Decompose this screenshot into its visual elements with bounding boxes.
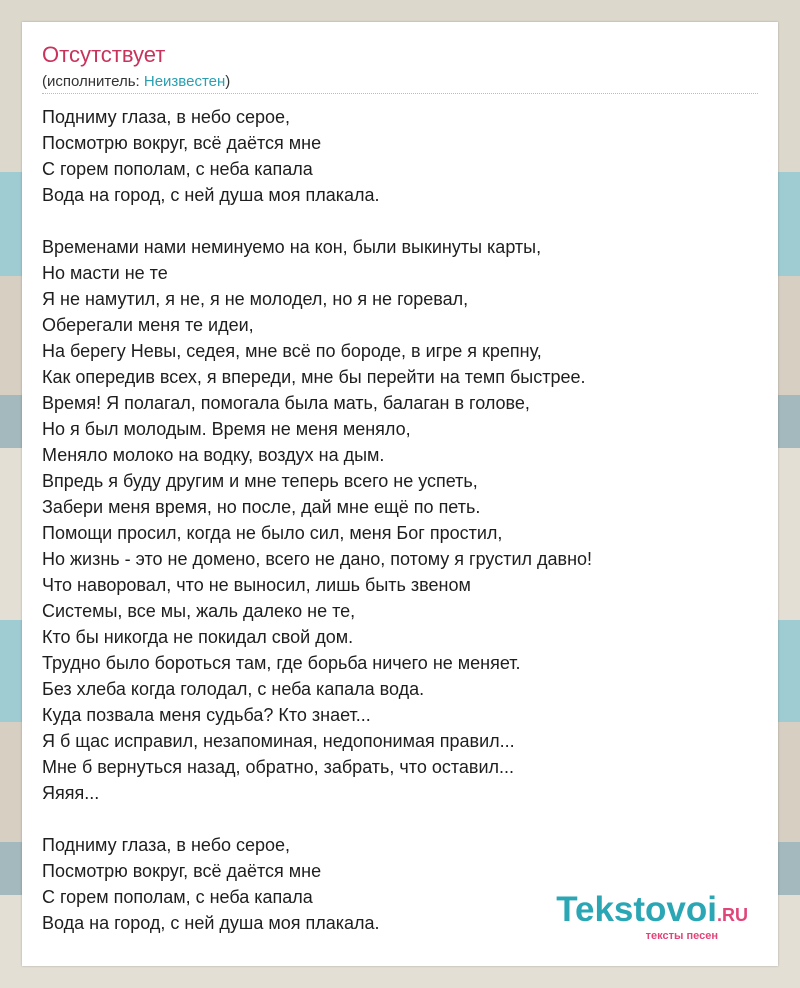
lyric-line: Системы, все мы, жаль далеко не те, [42, 601, 356, 621]
lyric-line: Но масти не те [42, 263, 168, 283]
artist-suffix: ) [225, 73, 231, 90]
logo-name: Tekstovoi [556, 890, 717, 929]
lyric-line: Впредь я буду другим и мне теперь всего не успеть, [42, 471, 478, 491]
stanza-break [42, 208, 758, 234]
lyric-line: С горем пополам, с неба капала [42, 159, 313, 179]
lyrics-card [22, 22, 778, 966]
lyric-line: Меняло молоко на водку, воздух на дым. [42, 445, 385, 465]
artist-prefix: (исполнитель: [42, 73, 144, 90]
lyric-line: Что наворовал, что не выносил, лишь быть звеном [42, 575, 471, 595]
lyric-line: Помощи просил, когда не было сил, меня Бог простил, [42, 523, 503, 543]
lyric-line: Трудно было бороться там, где борьба ничего не меняет. [42, 653, 521, 673]
lyric-line: Как опередив всех, я впереди, мне бы перейти на темп быстрее. [42, 367, 586, 387]
lyric-line: Посмотрю вокруг, всё даётся мне [42, 861, 322, 881]
lyric-line: Вода на город, с ней душа моя плакала. [42, 913, 380, 933]
logo-tagline: тексты песен [645, 930, 718, 942]
lyric-line: Оберегали меня те идеи, [42, 315, 254, 335]
lyric-line: Подниму глаза, в небо серое, [42, 107, 291, 127]
title-divider [42, 93, 758, 94]
lyric-line: Посмотрю вокруг, всё даётся мне [42, 133, 322, 153]
song-title: Отсутствует [42, 42, 166, 67]
lyric-line: Кто бы никогда не покидал свой дом. [42, 627, 354, 647]
stanza-break [42, 806, 758, 832]
site-logo[interactable] [556, 892, 748, 942]
lyric-line: Вода на город, с ней душа моя плакала. [42, 185, 380, 205]
lyric-line: Время! Я полагал, помогала была мать, балаган в голове, [42, 393, 530, 413]
lyric-line: Я не намутил, я не, я не молодел, но я не горевал, [42, 289, 469, 309]
lyric-line: Я б щас исправил, незапоминая, недопонимая правил... [42, 731, 515, 751]
lyric-line: Без хлеба когда голодал, с неба капала вода. [42, 679, 425, 699]
lyric-line: Временами нами неминуемо на кон, были выкинуты карты, [42, 237, 542, 257]
lyric-line: Подниму глаза, в небо серое, [42, 835, 291, 855]
artist-line [42, 73, 230, 90]
lyric-line: Но я был молодым. Время не меня меняло, [42, 419, 411, 439]
lyric-line: Яяяя... [42, 783, 100, 803]
lyric-line: Мне б вернуться назад, обратно, забрать, что оставил... [42, 757, 515, 777]
lyric-line: Забери меня время, но после, дай мне ещё по петь. [42, 497, 481, 517]
lyric-line: С горем пополам, с неба капала [42, 887, 313, 907]
lyric-line: Куда позвала меня судьба? Кто знает... [42, 705, 371, 725]
artist-link[interactable]: Неизвестен [143, 73, 226, 90]
lyrics-text [42, 104, 758, 936]
lyric-line: На берегу Невы, седея, мне всё по бороде, в игре я крепну, [42, 341, 542, 361]
lyric-line: Но жизнь - это не домено, всего не дано, потому я грустил давно! [42, 549, 593, 569]
logo-tld: .RU [717, 905, 748, 925]
